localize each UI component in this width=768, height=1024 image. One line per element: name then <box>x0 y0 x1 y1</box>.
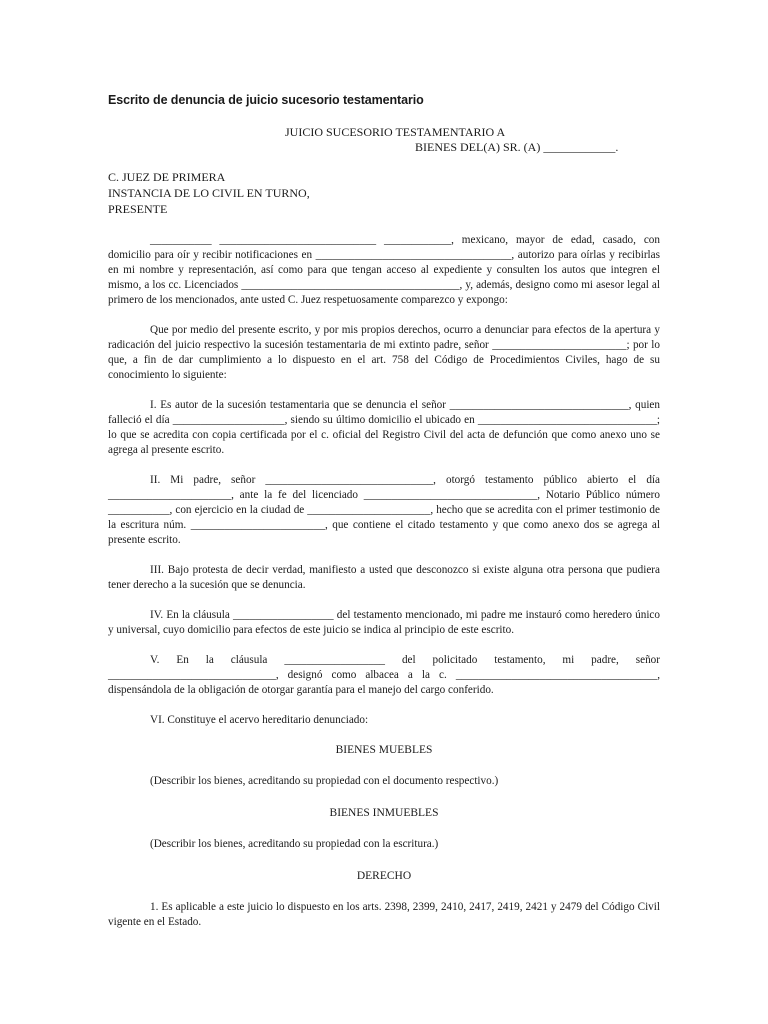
request-paragraph: Que por medio del presente escrito, y por mis propios derechos, ocurro a denunciar para efectos de la apertura y radicación del juicio respectivo la sucesión testamentaria de mi extinto padre, señor ________________________; por lo que, a fin de dar cumplimiento a lo dispuesto en el art. 758 del Código de Procedimientos Civiles, hago de su conocimiento lo siguiente: <box>108 324 660 381</box>
fact-item-2: II. Mi padre, señor ______________________________, otorgó testamento público abierto el día ______________________, ante la fe del licenciado _______________________________, Notario Público número ___________, con ejercicio en la ciudad de ______________________, hecho que se acredita con el primer testimonio de la escritura núm. ________________________, que contiene el citado testamento y que como anexo dos se agrega al presente escrito. <box>108 474 660 546</box>
address-line-1: C. JUEZ DE PRIMERA <box>108 170 226 184</box>
case-heading-line-2: BIENES DEL(A) SR. (A) ____________. <box>415 140 619 154</box>
address-line-3: PRESENTE <box>108 202 168 216</box>
case-heading-line-1: JUICIO SUCESORIO TESTAMENTARIO A <box>285 125 506 139</box>
description-movables: (Describir los bienes, acreditando su propiedad con el documento respectivo.) <box>150 775 499 787</box>
heading-immovables: BIENES INMUEBLES <box>329 807 439 819</box>
fact-item-5: V. En la cláusula __________________ del policitado testamento, mi padre, señor ______________________________, designó como albacea a la c. ____________________________________, dispensándola de la obligación de otorgar garantía para el manejo del cargo conferido. <box>108 654 660 696</box>
case-heading <box>108 125 660 155</box>
intro-paragraph: ___________ ____________________________ ____________, mexicano, mayor de edad, casado, con domicilio para oír y recibir notificaciones en ___________________________________, autorizo para oírlas y recibirlas en mi nombre y representación, así como para que tengan acceso al expediente y consulten los autos que integren el mismo, a los cc. Licenciados _______________________________________, y, además, designo como mi asesor legal al primero de los mencionados, ante usted C. Juez respetuosamente comparezco y expongo: <box>108 234 660 306</box>
law-item-1: 1. Es aplicable a este juicio lo dispuesto en los arts. 2398, 2399, 2410, 2417, 2419, 2421 y 2479 del Código Civil vigente en el Estado. <box>108 901 660 928</box>
fact-item-6: VI. Constituye el acervo hereditario denunciado: <box>150 714 369 726</box>
heading-movables: BIENES MUEBLES <box>335 744 433 756</box>
document-title: Escrito de denuncia de juicio sucesorio testamentario <box>108 93 424 107</box>
description-immovables: (Describir los bienes, acreditando su propiedad con la escritura.) <box>150 838 439 850</box>
heading-law: DERECHO <box>356 870 412 882</box>
fact-item-1: I. Es autor de la sucesión testamentaria que se denuncia el señor ________________________________, quien falleció el día ____________________, siendo su último domicilio el ubicado en ________________________________; lo que se acredita con copia certificada por el c. oficial del Registro Civil del acta de defunción que como anexo uno se agrega al presente escrito. <box>108 399 660 456</box>
fact-item-3: III. Bajo protesta de decir verdad, manifiesto a usted que desconozco si existe alguna otra persona que pudiera tener derecho a la sucesión que se denuncia. <box>108 564 660 591</box>
judge-address-block <box>108 169 660 217</box>
fact-item-4: IV. En la cláusula __________________ del testamento mencionado, mi padre me instauró como heredero único y universal, cuyo domicilio para efectos de este juicio se indica al principio de este escrito. <box>108 609 660 636</box>
address-line-2: INSTANCIA DE LO CIVIL EN TURNO, <box>108 186 310 200</box>
